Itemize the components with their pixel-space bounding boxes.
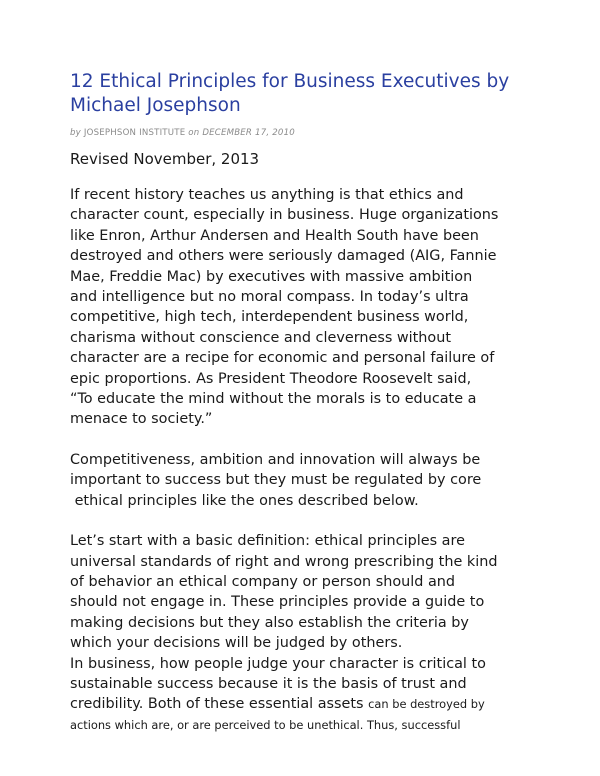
paragraph-line: competitive, high tech, interdependent business world, bbox=[70, 309, 469, 326]
paragraph-line: important to success but they must be regulated by core bbox=[70, 472, 482, 489]
paragraph-line: universal standards of right and wrong prescribing the kind bbox=[70, 553, 498, 570]
paragraph-line-small: actions which are, or are perceived to be unethical. Thus, successful bbox=[70, 717, 461, 732]
paragraph-line: destroyed and others were seriously damaged (AIG, Fannie bbox=[70, 248, 497, 265]
paragraph-2 bbox=[70, 450, 540, 511]
byline bbox=[70, 127, 540, 139]
title-line-1: 12 Ethical Principles for Business Executives by bbox=[70, 71, 510, 92]
paragraph-line: Mae, Freddie Mac) by executives with massive ambition bbox=[70, 268, 473, 285]
byline-by: by bbox=[70, 128, 81, 138]
paragraph-line: of behavior an ethical company or person should and bbox=[70, 573, 456, 590]
byline-date: DECEMBER 17, 2010 bbox=[202, 128, 295, 138]
paragraph-line: If recent history teaches us anything is that ethics and bbox=[70, 187, 464, 203]
paragraph-line: In business, how people judge your character is critical to bbox=[70, 655, 486, 672]
paragraph-line: sustainable success because it is the basis of trust and bbox=[70, 675, 467, 692]
mixed-large-text: credibility. Both of these essential assets bbox=[70, 696, 369, 713]
byline-on: on bbox=[188, 128, 200, 138]
article-title bbox=[70, 70, 540, 118]
paragraph-line: and intelligence but no moral compass. In today’s ultra bbox=[70, 289, 469, 306]
paragraph-line: character are a recipe for economic and personal failure of bbox=[70, 350, 495, 367]
paragraph-line: Competitiveness, ambition and innovation will always be bbox=[70, 451, 481, 468]
title-line-2: Michael Josephson bbox=[70, 95, 241, 116]
paragraph-line: making decisions but they also establish the criteria by bbox=[70, 614, 469, 631]
paragraph-line-mixed bbox=[70, 694, 540, 714]
paragraph-line: “To educate the mind without the morals is to educate a bbox=[70, 391, 477, 408]
byline-author: JOSEPHSON INSTITUTE bbox=[83, 128, 186, 138]
paragraph-line: character count, especially in business. Huge organizations bbox=[70, 207, 499, 224]
paragraph-1 bbox=[70, 185, 540, 430]
paragraph-line: charisma without conscience and cleverness without bbox=[70, 329, 451, 346]
paragraph-line: epic proportions. As President Theodore Roosevelt said, bbox=[70, 370, 472, 387]
paragraph-line: Let’s start with a basic definition: ethical principles are bbox=[70, 533, 465, 550]
paragraph-line: menace to society.” bbox=[70, 411, 213, 428]
document-page bbox=[70, 70, 540, 735]
paragraph-line: like Enron, Arthur Andersen and Health South have been bbox=[70, 227, 479, 244]
mixed-small-text: can be destroyed by bbox=[368, 697, 485, 712]
revised-date: Revised November, 2013 bbox=[70, 150, 260, 168]
paragraph-line: should not engage in. These principles provide a guide to bbox=[70, 594, 485, 611]
paragraph-3 bbox=[70, 531, 540, 735]
paragraph-line: which your decisions will be judged by others. bbox=[70, 635, 403, 652]
paragraph-line: ethical principles like the ones described below. bbox=[70, 492, 419, 509]
